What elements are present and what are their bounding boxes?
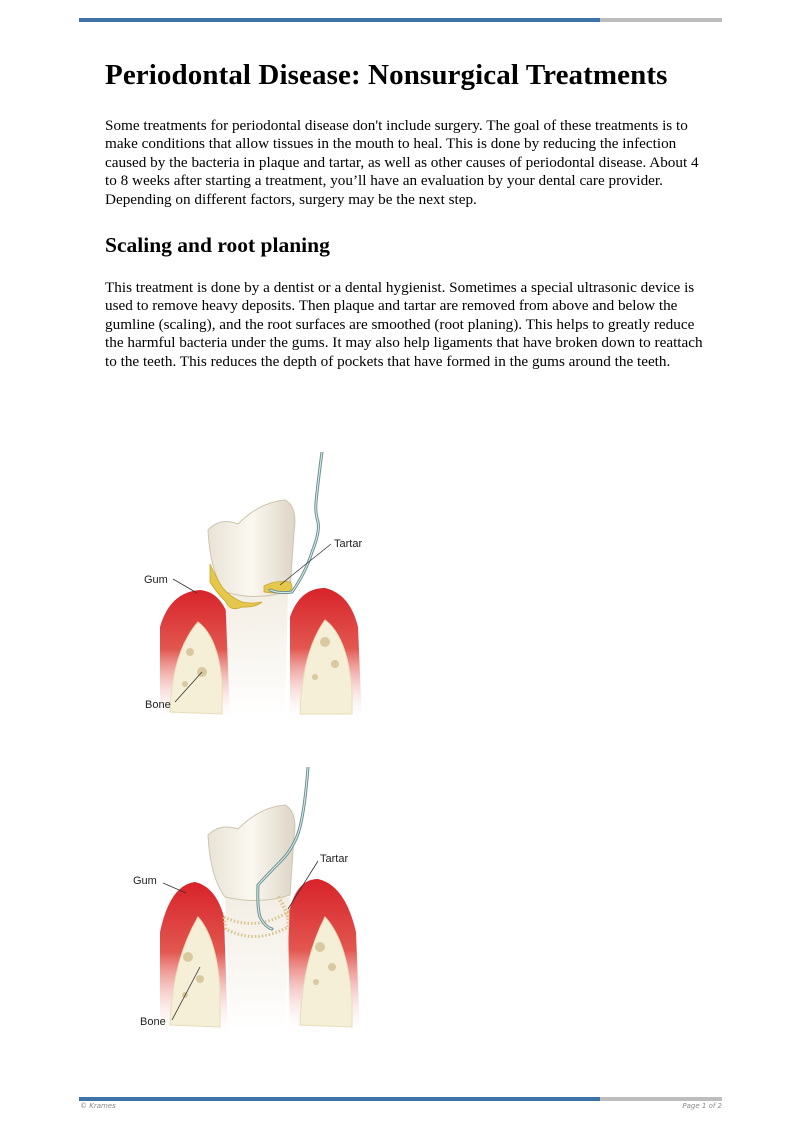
footer-progress-bar (79, 1097, 722, 1101)
header-progress-bar (79, 18, 722, 22)
footer-page-number: Page 1 of 2 (682, 1102, 722, 1110)
footer-progress-track (600, 1097, 722, 1101)
tooth-root (225, 592, 288, 717)
header-progress-fill (79, 18, 600, 22)
label-bone: Bone (140, 1016, 166, 1028)
illustration-root-planing (130, 767, 390, 1037)
tooth-diagram-root-planing (130, 767, 390, 1037)
header-progress-track (600, 18, 722, 22)
tooth-crown (208, 805, 295, 901)
footer-copyright: © Krames (80, 1102, 116, 1110)
tooth-diagram-scaling (130, 452, 390, 722)
section-paragraph: This treatment is done by a dentist or a dental hygienist. Sometimes a special ultrasonic device is used to remove heavy deposits. Then plaque and tartar are removed from above and below the gumline (scaling), and the root surfaces are smoothed (root planing). This helps to greatly reduce the harmful bacteria under the gums. It may also help ligaments that have broken down to reattach to the teeth. This reduces the depth of pockets that have formed in the gums around the teeth. (105, 279, 703, 370)
label-gum: Gum (144, 574, 168, 586)
label-tartar: Tartar (334, 538, 363, 550)
page-title: Periodontal Disease: Nonsurgical Treatments (105, 59, 668, 91)
label-gum: Gum (133, 875, 157, 887)
label-tartar: Tartar (320, 853, 349, 865)
illustration-scaling (130, 452, 390, 722)
footer-progress-fill (79, 1097, 600, 1101)
label-bone: Bone (145, 699, 171, 711)
tooth-root (225, 897, 290, 1032)
intro-paragraph: Some treatments for periodontal disease don't include surgery. The goal of these treatments is to make conditions that allow tissues in the mouth to heal. This is done by reducing the infection caused by the bacteria in plaque and tartar, as well as other causes of periodontal disease. About 4 to 8 weeks after starting a treatment, you’ll have an evaluation by your dental care provider. Depending on different factors, surgery may be the next step. (105, 117, 699, 208)
article (105, 57, 705, 371)
section-heading: Scaling and root planing (105, 233, 330, 258)
